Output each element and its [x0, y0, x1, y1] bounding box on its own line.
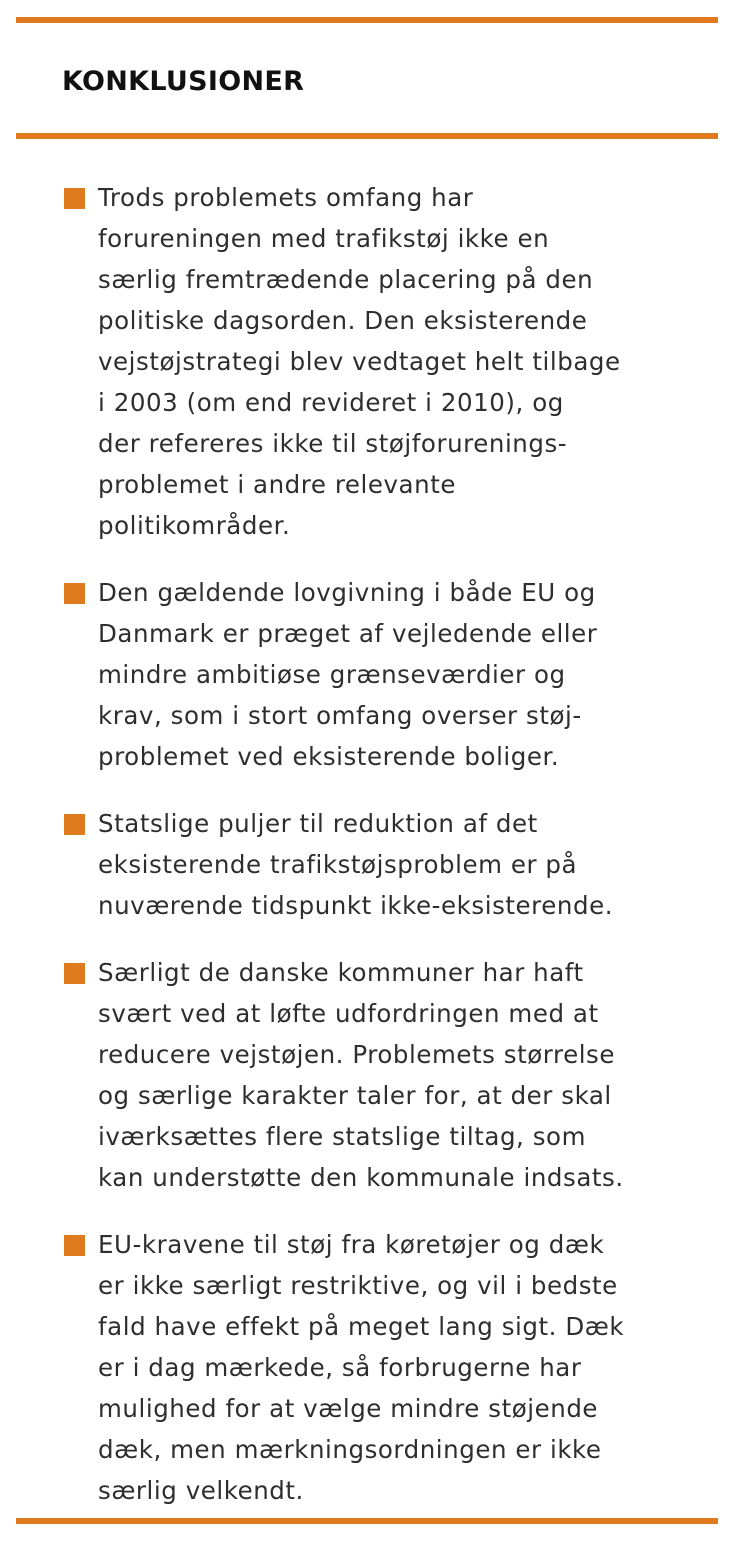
list-item: [62, 803, 702, 926]
list-item-text: Trods problemets omfang har forureningen med trafikstøj ikke en særlig fremtrædende placering på den politiske dagsorden. Den eksisterende vejstøjstrategi blev vedtaget helt tilbage i 2003 (om end revideret i 2010), og der refereres ikke til støjforurenings- problemet i andre relevante politikområder.: [98, 183, 621, 540]
list-item-text: Den gældende lovgivning i både EU og Danmark er præget af vejledende eller mindre ambitiøse grænseværdier og krav, som i stort omfang overser støj- problemet ved eksisterende boliger.: [98, 578, 598, 771]
square-bullet-icon: [64, 814, 85, 835]
list-item-text: EU-kravene til støj fra køretøjer og dæk er ikke særligt restriktive, og vil i bedste fald have effekt på meget lang sigt. Dæk er i dag mærkede, så forbrugerne har mulighed for at vælge mindre støjende dæk, men mærkningsordningen er ikke særlig velkendt.: [98, 1230, 625, 1505]
list-item: [62, 1224, 702, 1511]
square-bullet-icon: [64, 963, 85, 984]
list-item: [62, 177, 702, 546]
list-item: [62, 572, 702, 777]
section-heading: KONKLUSIONER: [62, 66, 305, 97]
list-item-text: Særligt de danske kommuner har haft svært ved at løfte udfordringen med at reducere vejstøjen. Problemets størrelse og særlige karakter taler for, at der skal iværksættes flere statslige tiltag, som kan understøtte den kommunale indsats.: [98, 958, 624, 1192]
list-item: [62, 952, 702, 1198]
square-bullet-icon: [64, 583, 85, 604]
bottom-divider: [16, 1518, 718, 1524]
list-item-text: Statslige puljer til reduktion af det eksisterende trafikstøjsproblem er på nuværende tidspunkt ikke-eksisterende.: [98, 809, 614, 920]
conclusions-list: [62, 177, 702, 1537]
top-divider: [16, 17, 718, 23]
square-bullet-icon: [64, 1235, 85, 1256]
square-bullet-icon: [64, 188, 85, 209]
heading-divider: [16, 133, 718, 139]
